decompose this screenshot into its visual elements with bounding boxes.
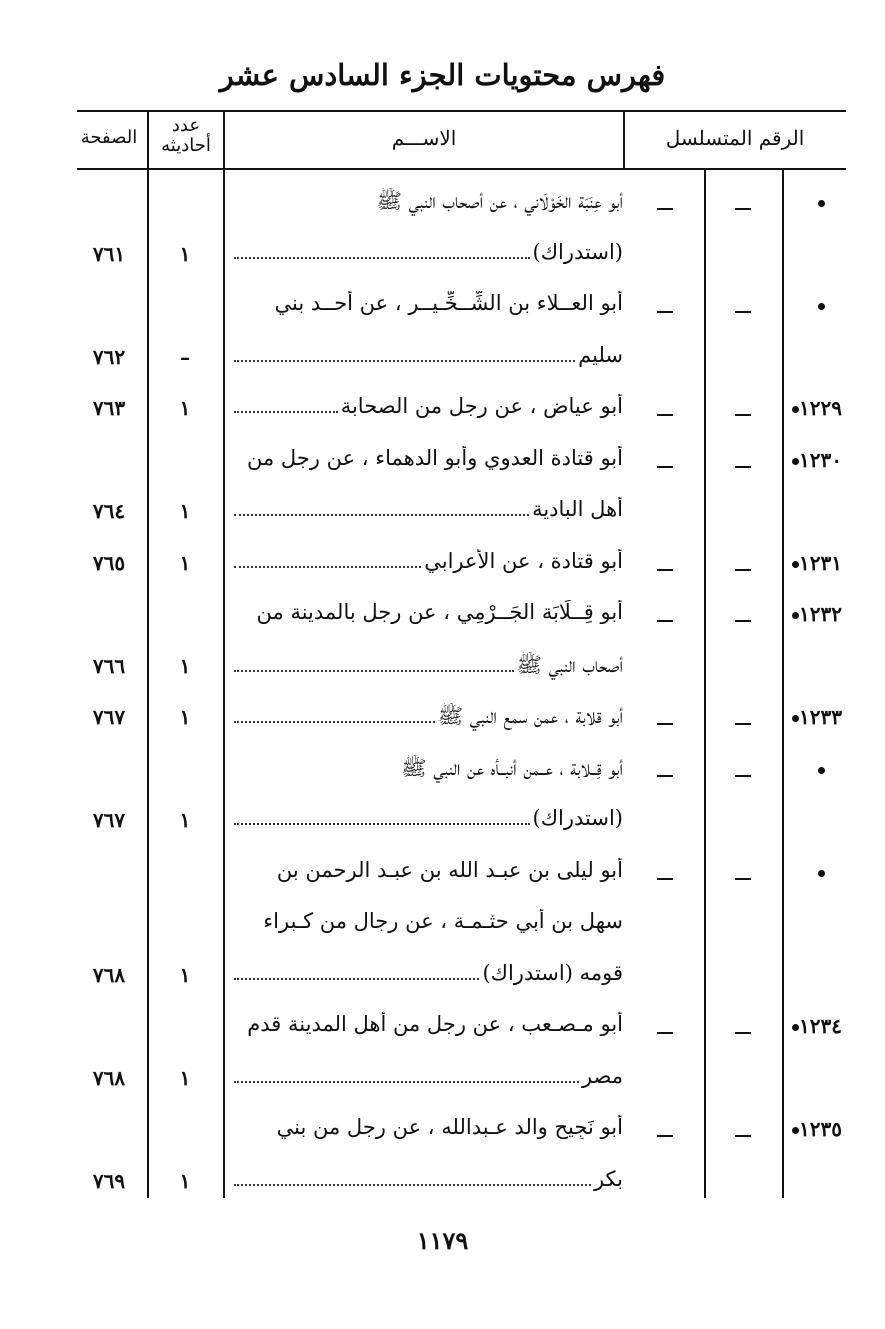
name-text: أبو قتادة ، عن الأعرابي xyxy=(424,548,623,573)
serial-number xyxy=(786,1014,866,1038)
page-number: ٧٦٣ xyxy=(92,396,126,420)
name-line xyxy=(231,549,623,573)
bullet-icon xyxy=(818,767,825,774)
bullet-icon xyxy=(792,1127,799,1134)
name-text: أصحاب النبي ﷺ xyxy=(516,652,623,677)
header-count-line1: عدد xyxy=(171,115,201,136)
dash-mark xyxy=(735,878,751,880)
dash-mark xyxy=(735,775,751,777)
serial-number xyxy=(786,602,866,626)
name-line xyxy=(231,497,623,521)
dash-mark xyxy=(735,466,751,468)
dash-mark xyxy=(735,569,751,571)
name-line xyxy=(231,291,623,315)
name-line xyxy=(231,343,623,367)
leader-dots xyxy=(234,670,514,672)
serial-number xyxy=(786,705,866,729)
serial-number xyxy=(786,396,866,420)
dash-mark xyxy=(657,620,673,622)
bullet-icon xyxy=(792,406,799,413)
leader-dots xyxy=(234,823,530,825)
name-line xyxy=(231,188,623,219)
name-line xyxy=(231,858,623,882)
name-line xyxy=(231,961,623,985)
dash-mark xyxy=(735,620,751,622)
serial-text: ١٢٣٤ xyxy=(799,1014,842,1038)
dash-mark xyxy=(657,775,673,777)
header-serial: الرقم المتسلسل xyxy=(665,126,805,150)
serial-text: ١٢٢٩ xyxy=(799,396,842,420)
serial-text: ١٢٣١ xyxy=(799,550,842,575)
serial-text: ١٢٣٢ xyxy=(799,602,842,626)
serial-text: ١٢٣٥ xyxy=(799,1117,842,1141)
leader-dots xyxy=(234,257,530,259)
serial-text: ١٢٣٠ xyxy=(799,447,842,472)
name-line xyxy=(231,1167,623,1191)
name-text: أبو العــلاء بن الشِّــخِّـيــر ، عن أحــد بني xyxy=(274,291,623,315)
leader-dots xyxy=(234,411,338,413)
bullet-icon xyxy=(818,870,825,877)
dash-mark xyxy=(735,1032,751,1034)
name-line xyxy=(231,1115,623,1139)
leader-dots xyxy=(234,1081,579,1083)
col-divider-serial-a xyxy=(704,170,706,1198)
name-text: أبو قلابة ، عمن سمع النبي ﷺ xyxy=(437,704,623,728)
hadith-count: – xyxy=(180,344,190,369)
serial-number xyxy=(812,757,885,781)
name-text: أبو عياض ، عن رجل من الصحابة xyxy=(340,394,623,418)
leader-dots xyxy=(234,1184,591,1186)
name-text: مصر xyxy=(581,1063,623,1088)
leader-dots xyxy=(234,514,529,516)
hadith-count: ١ xyxy=(179,962,191,987)
name-text: أبو قِــلابة ، عــمن أنبــأه عن النبي ﷺ xyxy=(401,755,623,780)
bullet-icon xyxy=(792,612,799,619)
name-text: أبو مـصـعب ، عن رجل من أهل المدينة قدم xyxy=(247,1012,623,1036)
name-text: سليم xyxy=(578,342,623,367)
bullet-icon xyxy=(818,200,825,207)
col-divider-page xyxy=(147,112,149,1198)
dash-mark xyxy=(657,311,673,313)
page-number: ٧٦٧ xyxy=(92,808,126,832)
dash-mark xyxy=(735,414,751,416)
hadith-count: ١ xyxy=(179,808,191,832)
leader-dots xyxy=(234,978,479,980)
dash-mark xyxy=(657,1135,673,1137)
col-divider-count xyxy=(223,112,225,1198)
name-line xyxy=(231,909,623,933)
dash-mark xyxy=(735,1135,751,1137)
name-line xyxy=(231,600,623,624)
serial-number xyxy=(786,1117,866,1141)
name-line xyxy=(231,652,623,683)
name-line xyxy=(231,703,623,734)
name-text: أبو نَجِيح والد عـبدالله ، عن رجل من بني xyxy=(276,1115,623,1139)
leader-dots xyxy=(234,721,435,723)
name-text: قومه (استدراك) xyxy=(482,960,623,985)
name-text: أبو ليلى بن عبـد الله بن عبـد الرحمن بن xyxy=(276,857,623,882)
hadith-count: ١ xyxy=(179,705,191,729)
name-text: أبو عِنَبَة الخَوْلَاني ، عن أصحاب النبي ﷺ xyxy=(376,189,623,213)
name-text: أبو قتادة العدوي وأبو الدهماء ، عن رجل من xyxy=(247,445,623,470)
hadith-count: ١ xyxy=(179,396,191,420)
header-count xyxy=(149,116,223,156)
leader-dots xyxy=(234,566,421,568)
serial-number xyxy=(812,293,885,317)
serial-number xyxy=(786,448,866,472)
hadith-count: ١ xyxy=(179,550,191,575)
hadith-count: ١ xyxy=(179,499,191,523)
dash-mark xyxy=(657,569,673,571)
dash-mark xyxy=(657,466,673,468)
serial-number xyxy=(812,860,885,884)
page-title: فهرس محتويات الجزء السادس عشر xyxy=(219,58,666,92)
page-number: ٧٦١ xyxy=(92,241,126,266)
name-line xyxy=(231,1064,623,1088)
name-line xyxy=(231,755,623,786)
name-line xyxy=(231,394,623,418)
page-number: ٧٦٩ xyxy=(92,1168,126,1193)
name-line xyxy=(231,240,623,264)
hadith-count: ١ xyxy=(179,241,191,266)
page-number: ٧٦٦ xyxy=(92,653,126,678)
bullet-icon xyxy=(818,303,825,310)
page-number: ٧٦٢ xyxy=(92,344,126,369)
table-top-rule xyxy=(77,110,846,112)
name-line xyxy=(231,446,623,470)
name-text: أبو قِــلَابَة الجَــرْمِي ، عن رجل بالمدينة من xyxy=(256,600,623,624)
name-text: سهل بن أبي حثـمـة ، عن رجال من كـبراء xyxy=(263,909,623,933)
hadith-count: ١ xyxy=(179,653,191,678)
bullet-icon xyxy=(792,1024,799,1031)
name-text: (استدراك) xyxy=(532,239,623,264)
dash-mark xyxy=(657,1032,673,1034)
header-page: الصفحة xyxy=(80,127,138,148)
dash-mark xyxy=(735,723,751,725)
dash-mark xyxy=(657,414,673,416)
page-number: ٧٦٨ xyxy=(92,962,126,987)
serial-number xyxy=(786,551,866,575)
header-count-line2: أحاديثه xyxy=(161,135,211,156)
footer-page-number: ١١٧٩ xyxy=(416,1226,469,1255)
page-number: ٧٦٤ xyxy=(92,499,126,523)
bullet-icon xyxy=(792,561,799,568)
bullet-icon xyxy=(792,715,799,722)
leader-dots xyxy=(234,360,575,362)
page-number: ٧٦٧ xyxy=(92,705,126,729)
name-line xyxy=(231,1012,623,1036)
dash-mark xyxy=(657,723,673,725)
page-number: ٧٦٥ xyxy=(92,550,126,575)
name-text: بكر xyxy=(593,1166,623,1191)
dash-mark xyxy=(657,878,673,880)
serial-number xyxy=(812,190,885,214)
bullet-icon xyxy=(792,458,799,465)
page-number: ٧٦٨ xyxy=(92,1065,126,1090)
serial-text: ١٢٣٣ xyxy=(799,705,842,729)
hadith-count: ١ xyxy=(179,1065,191,1090)
name-line xyxy=(231,806,623,830)
col-divider-serial-b xyxy=(782,170,784,1198)
header-bottom-rule xyxy=(77,168,846,170)
name-text: أهل البادية xyxy=(532,497,623,521)
dash-mark xyxy=(657,208,673,210)
name-text: (استدراك) xyxy=(532,806,623,830)
hadith-count: ١ xyxy=(179,1168,191,1193)
dash-mark xyxy=(735,208,751,210)
dash-mark xyxy=(735,311,751,313)
header-name: الاســـم xyxy=(391,126,457,150)
